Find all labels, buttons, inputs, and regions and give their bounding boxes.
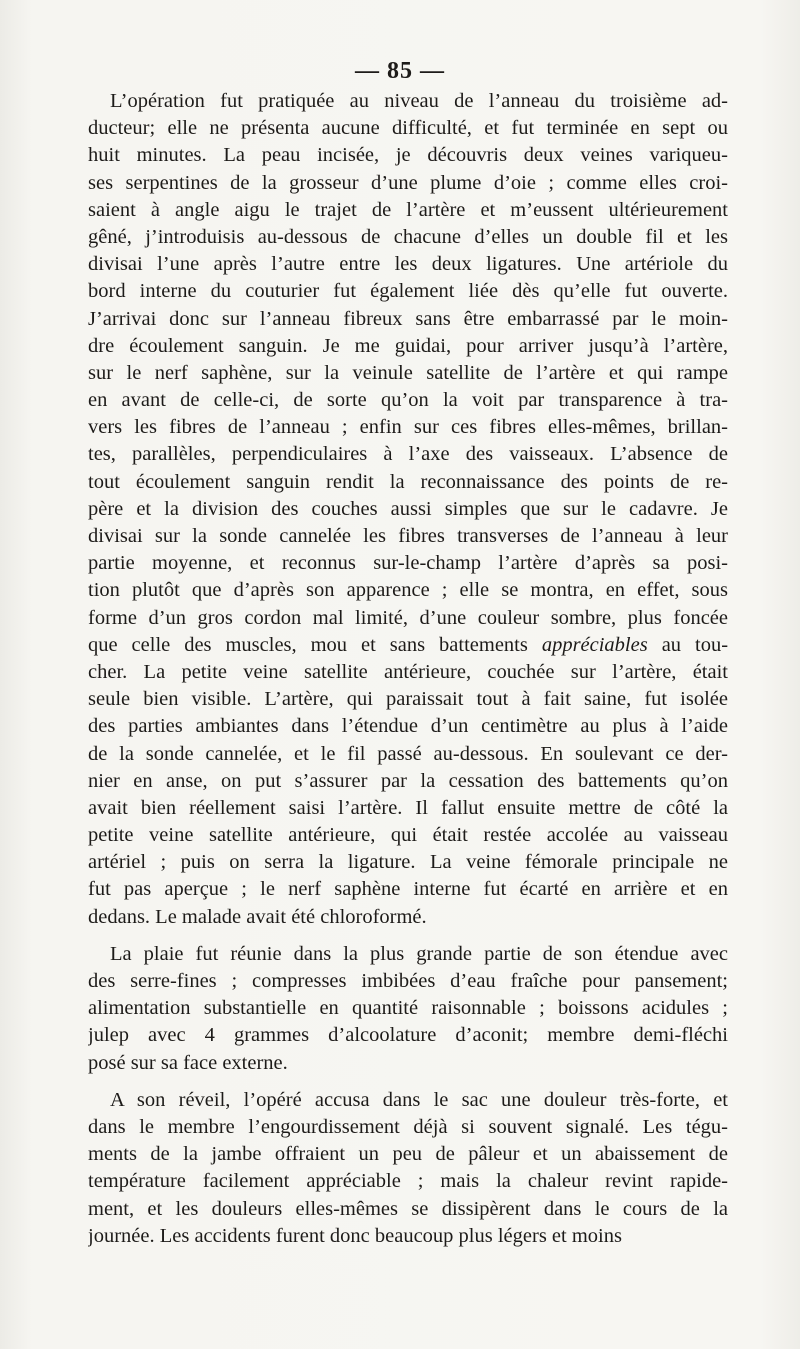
text-line: ducteur; elle ne présenta aucune difficulté, et fut terminée en sept ou (88, 117, 728, 140)
paragraph (88, 941, 728, 1077)
text-line: de la sonde cannelée, et le fil passé au-dessous. En soulevant ce der- (88, 742, 728, 765)
text-line: julep avec 4 grammes d’alcoolature d’aconit; membre demi-fléchi (88, 1024, 728, 1047)
text-line: père et la division des couches aussi simples que sur le cadavre. Je (88, 497, 728, 520)
text-line: L’opération fut pratiquée au niveau de l’anneau du troisième ad- (110, 90, 728, 112)
italic-tail: au tou- (661, 633, 728, 656)
text-line: des serre-fines ; compresses imbibées d’eau fraîche pour pansement; (88, 970, 728, 992)
paragraph (88, 88, 728, 931)
text-line: sur le nerf saphène, sur la veinule satellite de l’artère et qui rampe (88, 361, 728, 384)
text-line: dre écoulement sanguin. Je me guidai, pour arriver jusqu’à l’artère, (88, 334, 728, 357)
text-line: saient à angle aigu le trajet de l’artère et m’eussent ultérieurement (88, 198, 728, 221)
paragraph-gap (88, 931, 728, 941)
body-text (88, 88, 728, 1250)
text-line: A son réveil, l’opéré accusa dans le sac une douleur très-forte, et (110, 1088, 728, 1111)
text-line: La plaie fut réunie dans la plus grande partie de son étendue avec (110, 942, 728, 965)
text-line: huit minutes. La peau incisée, je découvris deux veines variqueu- (88, 144, 728, 167)
text-line: cher. La petite veine satellite antérieure, couchée sur l’artère, était (88, 660, 728, 683)
text-line: ses serpentines de la grosseur d’une plume d’oie ; comme elles croi- (88, 171, 728, 194)
text-line: tout écoulement sanguin rendit la reconnaissance des points de re- (88, 470, 728, 493)
paragraph-gap (88, 1077, 728, 1087)
text-line: forme d’un gros cordon mal limité, d’une couleur sombre, plus foncée (88, 606, 728, 629)
text-line: fut pas aperçue ; le nerf saphène interne fut écarté en arrière et en (88, 878, 728, 901)
text-line: en avant de celle-ci, de sorte qu’on la voit par transparence à tra- (88, 389, 728, 412)
text-line: dans le membre l’engourdissement déjà si souvent signalé. Les tégu- (88, 1115, 728, 1138)
text-line: alimentation substantielle en quantité raisonnable ; boissons acidules ; (88, 997, 728, 1020)
italic-phrase: appréciables (541, 633, 648, 656)
text-line: vers les fibres de l’anneau ; enfin sur ces fibres elles-mêmes, brillan- (88, 416, 728, 439)
text-line: divisai sur la sonde cannelée les fibres transverses de l’anneau à leur (88, 525, 728, 547)
text-line: tes, parallèles, perpendiculaires à l’axe des vaisseaux. L’absence de (88, 443, 728, 466)
text-line: posé sur sa face externe. (88, 1051, 288, 1074)
text-line: nier en anse, on put s’assurer par la cessation des battements qu’on (88, 769, 728, 792)
text-line: journée. Les accidents furent donc beaucoup plus légers et moins (88, 1224, 622, 1247)
text-line: J’arrivai donc sur l’anneau fibreux sans être embarrassé par le moin- (88, 307, 728, 330)
text-line: ment, et les douleurs elles-mêmes se dissipèrent dans le cours de la (88, 1197, 728, 1220)
text-line: bord interne du couturier fut également liée dès qu’elle fut ouverte. (88, 280, 728, 303)
text-line: divisai l’une après l’autre entre les deux ligatures. Une artériole du (88, 253, 728, 276)
text-line: gêné, j’introduisis au-dessous de chacune d’elles un double fil et les (88, 225, 728, 248)
text-line: tion plutôt que d’après son apparence ; elle se montra, en effet, sous (88, 579, 728, 602)
text-line: des parties ambiantes dans l’étendue d’un centimètre au plus à l’aide (88, 715, 728, 738)
text-line: avait bien réellement saisi l’artère. Il fallut ensuite mettre de côté la (88, 796, 728, 819)
page-number: — 85 — (355, 58, 445, 84)
text-line: dedans. Le malade avait été chloroformé. (88, 905, 427, 928)
text-line: petite veine satellite antérieure, qui était restée accolée au vaisseau (88, 824, 728, 847)
text-line: que celle des muscles, mou et sans battements appréciables au tou- (88, 633, 728, 656)
text-line: partie moyenne, et reconnus sur-le-champ l’artère d’après sa posi- (88, 552, 728, 575)
paragraph (88, 1087, 728, 1250)
text-line: artériel ; puis on serra la ligature. La veine fémorale principale ne (88, 851, 728, 874)
text-line: seule bien visible. L’artère, qui paraissait tout à fait saine, fut isolée (88, 688, 728, 711)
text-line: température facilement appréciable ; mais la chaleur revint rapide- (88, 1170, 728, 1193)
text-line: ments de la jambe offraient un peu de pâleur et un abaissement de (88, 1143, 728, 1166)
